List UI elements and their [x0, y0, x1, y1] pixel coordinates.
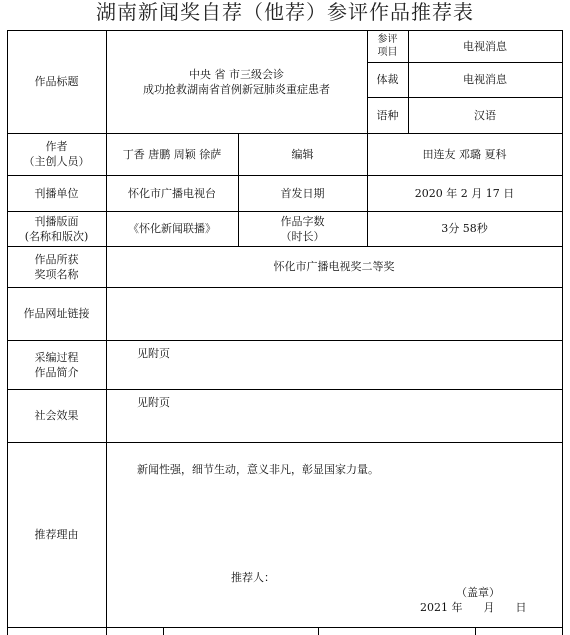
value-award: 怀化市广播电视奖二等奖 [106, 246, 563, 288]
label-language: 语种 [367, 97, 409, 134]
next-row-cell-4 [318, 627, 476, 635]
value-first-release: 2020 年 2 月 17 日 [367, 175, 563, 212]
label-edition: 刊播版面 (名称和版次) [7, 211, 107, 247]
label-word-count: 作品字数 （时长） [238, 211, 368, 247]
value-duration: 3分 58秒 [367, 211, 563, 247]
next-row-cell-5 [475, 627, 563, 635]
label-process: 采编过程 作品简介 [7, 340, 107, 390]
label-editor: 编辑 [238, 133, 368, 176]
value-work-title [106, 30, 368, 134]
work-title-line1: 中央 省 市三级会诊 [189, 67, 284, 81]
value-edition: 《怀化新闻联播》 [106, 211, 239, 247]
date-label: 2021 年 月 日 [420, 601, 527, 614]
label-category-item: 参评项目 [367, 30, 409, 63]
label-publisher: 刊播单位 [7, 175, 107, 212]
work-title-line2: 成功抢救湖南省首例新冠肺炎重症患者 [143, 82, 330, 96]
label-work-title: 作品标题 [7, 30, 107, 134]
value-effect: 见附页 [106, 389, 563, 443]
label-url: 作品网址链接 [7, 287, 107, 341]
recommender-label: 推荐人： [231, 571, 275, 584]
next-row-cell-2 [106, 627, 164, 635]
seal-label: （盖章） [456, 586, 500, 599]
value-url [106, 287, 563, 341]
value-category-item: 电视消息 [408, 30, 563, 63]
label-genre: 体裁 [367, 62, 409, 98]
next-row-cell-3 [163, 627, 319, 635]
value-language: 汉语 [408, 97, 563, 134]
next-row-cell-1 [7, 627, 107, 635]
value-genre: 电视消息 [408, 62, 563, 98]
label-reason: 推荐理由 [7, 442, 107, 628]
value-authors: 丁香 唐鹏 周颖 徐萨 [106, 133, 239, 176]
value-reason: 新闻性强，细节生动，意义非凡，彰显国家力量。 [137, 463, 379, 476]
value-process: 见附页 [106, 340, 563, 390]
form-title: 湖南新闻奖自荐（他荐）参评作品推荐表 [96, 0, 474, 24]
label-author: 作者 （主创人员） [7, 133, 107, 176]
label-award: 作品所获 奖项名称 [7, 246, 107, 288]
value-editors: 田连友 邓璐 夏科 [367, 133, 563, 176]
label-effect: 社会效果 [7, 389, 107, 443]
value-publisher: 怀化市广播电视台 [106, 175, 239, 212]
label-first-release: 首发日期 [238, 175, 368, 212]
